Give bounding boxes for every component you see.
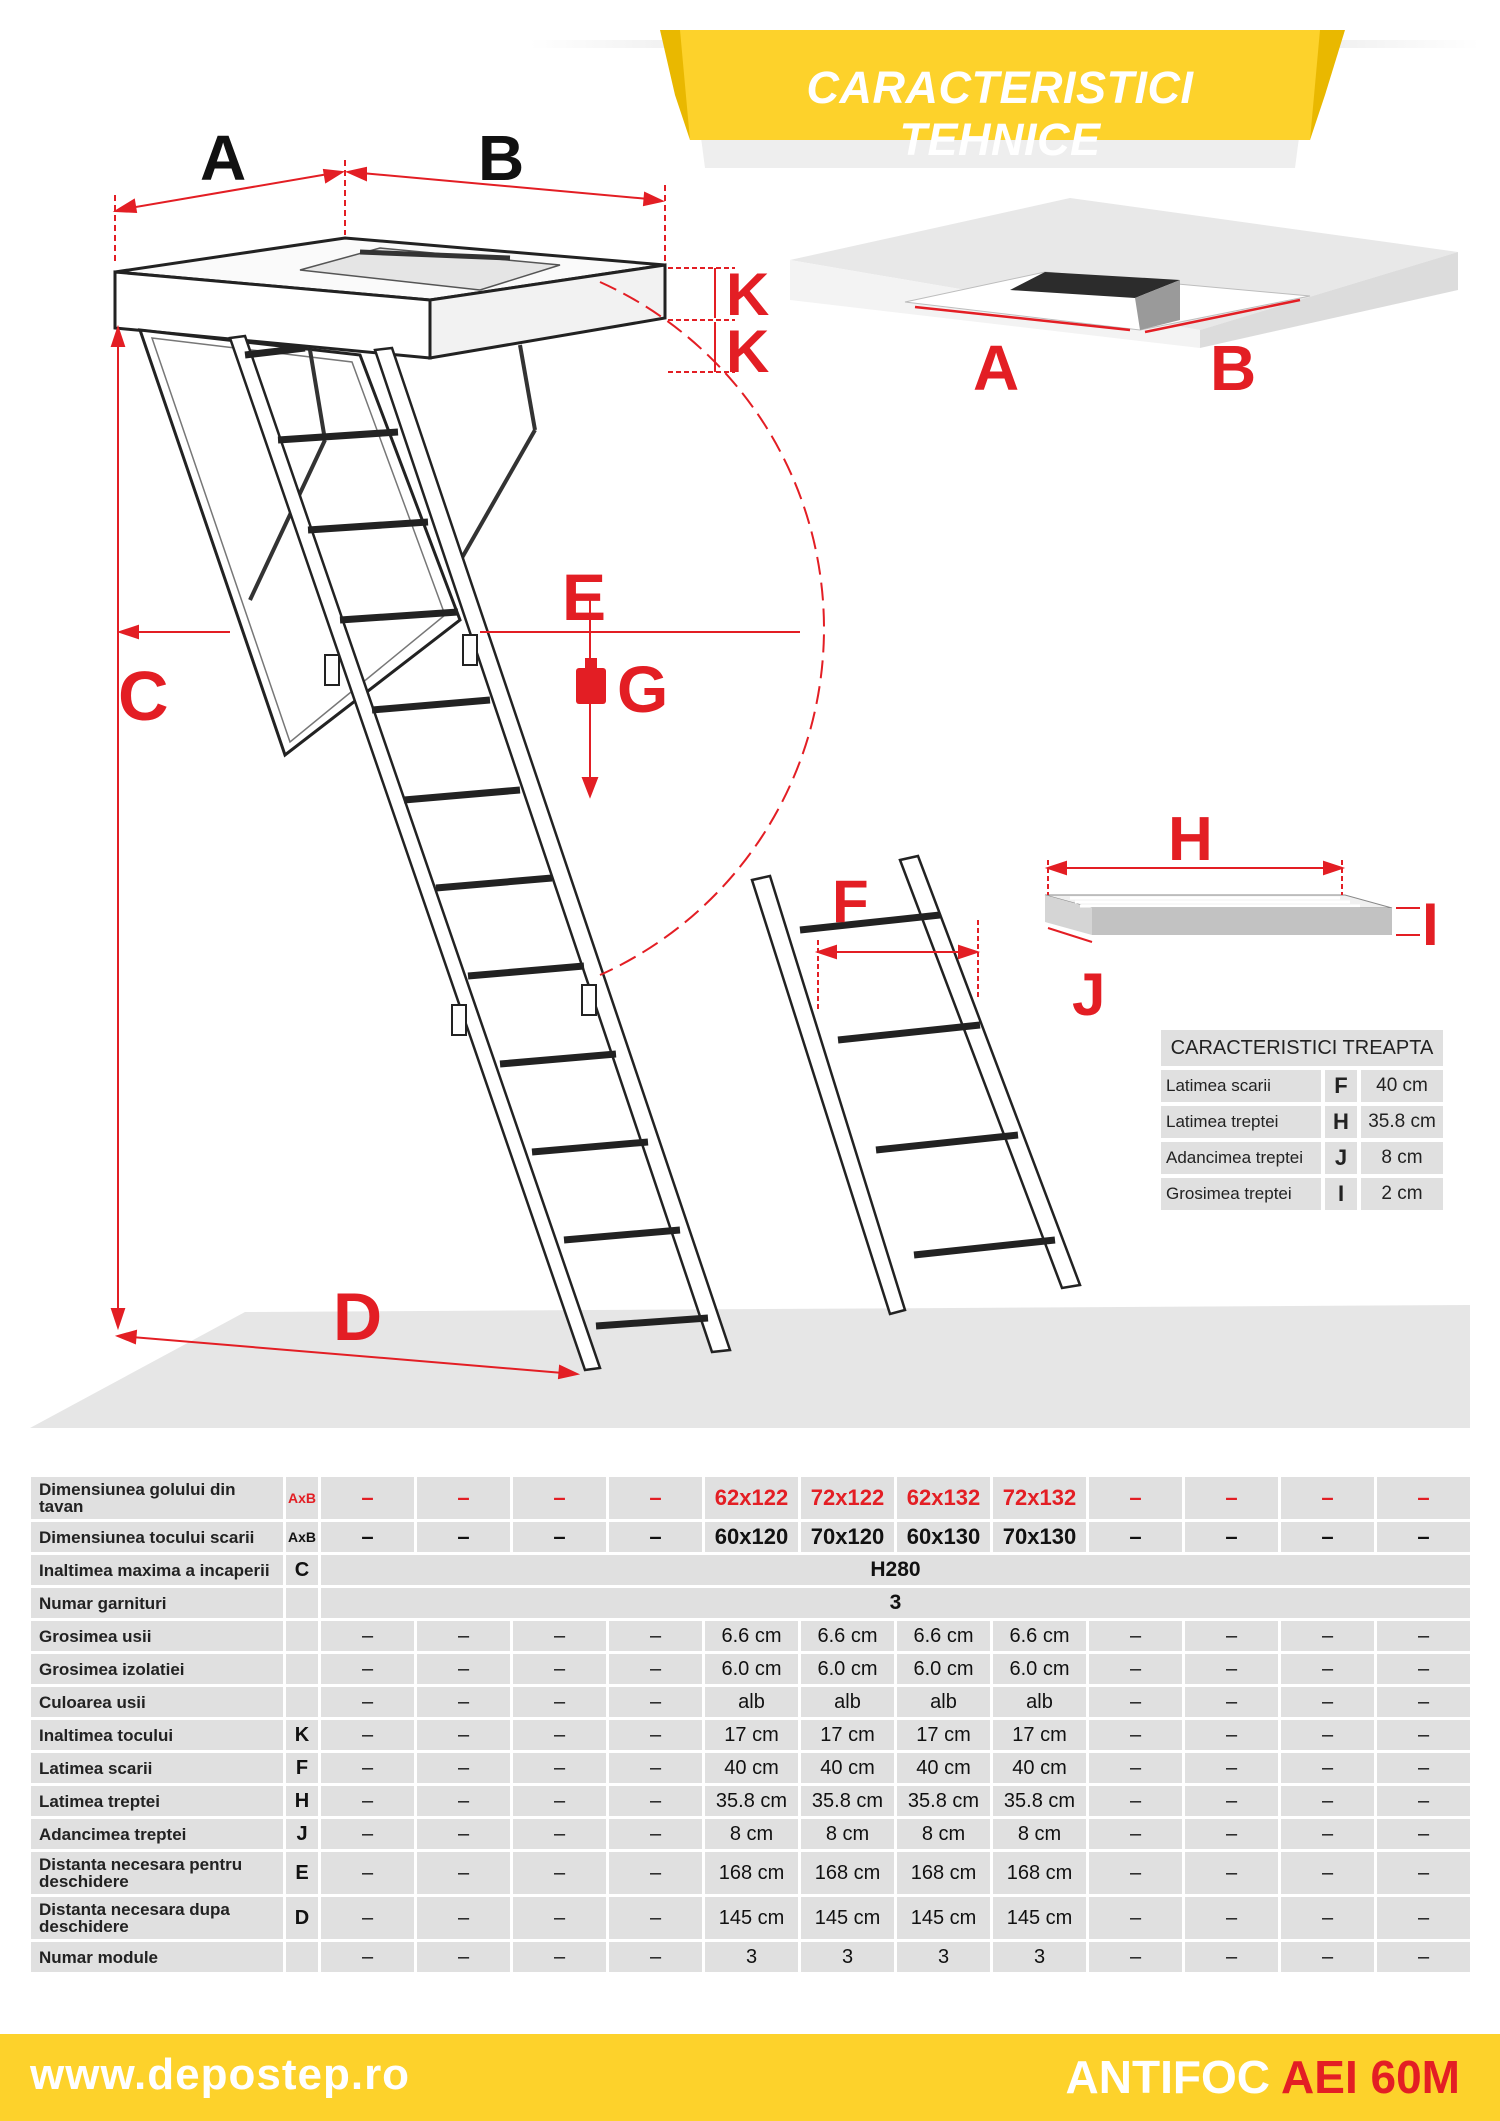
spec-value: – <box>1281 1720 1374 1750</box>
spec-value: 168 cm <box>897 1852 990 1894</box>
spec-value: – <box>1089 1852 1182 1894</box>
ladder-section <box>752 856 1080 1314</box>
spec-label: Numar module <box>31 1942 283 1972</box>
spec-value: – <box>1377 1621 1470 1651</box>
spec-label: Grosimea usii <box>31 1621 283 1651</box>
spec-value: – <box>513 1942 606 1972</box>
spec-value: alb <box>801 1687 894 1717</box>
spec-code: K <box>286 1720 318 1750</box>
spec-value: 17 cm <box>897 1720 990 1750</box>
spec-value: 72x122 <box>801 1477 894 1519</box>
spec-code: C <box>286 1555 318 1585</box>
spec-value: – <box>1377 1942 1470 1972</box>
spec-value: – <box>417 1720 510 1750</box>
spec-value: – <box>513 1477 606 1519</box>
spec-value: 6.0 cm <box>801 1654 894 1684</box>
spec-value: – <box>1377 1852 1470 1894</box>
spec-label: Grosimea izolatiei <box>31 1654 283 1684</box>
spec-value: – <box>609 1477 702 1519</box>
spec-value: – <box>1377 1687 1470 1717</box>
spec-value: 6.6 cm <box>801 1621 894 1651</box>
spec-value: – <box>513 1687 606 1717</box>
spec-value: – <box>513 1786 606 1816</box>
spec-code <box>286 1654 318 1684</box>
spec-value: 3 <box>705 1942 798 1972</box>
spec-value: – <box>1089 1942 1182 1972</box>
spec-value: – <box>321 1852 414 1894</box>
spec-value: 17 cm <box>705 1720 798 1750</box>
spec-label: Dimensiunea golului din tavan <box>31 1477 283 1519</box>
spec-value: – <box>1281 1942 1374 1972</box>
spec-value: – <box>1281 1786 1374 1816</box>
spec-label: Numar garnituri <box>31 1588 283 1618</box>
spec-label: Distanta necesara dupa deschidere <box>31 1897 283 1939</box>
spec-value: 17 cm <box>801 1720 894 1750</box>
spec-value: – <box>417 1621 510 1651</box>
label-B-opening: B <box>1210 332 1257 404</box>
spec-label: Adancimea treptei <box>31 1819 283 1849</box>
spec-value: – <box>1185 1942 1278 1972</box>
spec-value: – <box>1089 1477 1182 1519</box>
spec-code: H <box>286 1786 318 1816</box>
spec-value: 70x120 <box>801 1522 894 1552</box>
weight-icon <box>576 658 606 704</box>
footer-bar <box>0 2034 1500 2121</box>
step-characteristics-table <box>1157 1026 1447 1214</box>
step-value: 2 cm <box>1361 1178 1443 1210</box>
spec-value: – <box>417 1852 510 1894</box>
spec-value: – <box>1185 1654 1278 1684</box>
spec-value: – <box>1281 1753 1374 1783</box>
spec-value: 17 cm <box>993 1720 1086 1750</box>
spec-value: 6.0 cm <box>993 1654 1086 1684</box>
label-G: G <box>617 652 669 726</box>
spec-value: – <box>609 1621 702 1651</box>
spec-label: Latimea treptei <box>31 1786 283 1816</box>
spec-value: – <box>417 1522 510 1552</box>
spec-value: – <box>1185 1786 1278 1816</box>
spec-value: – <box>1185 1753 1278 1783</box>
spec-value: 6.6 cm <box>993 1621 1086 1651</box>
spec-value: 145 cm <box>993 1897 1086 1939</box>
spec-value: – <box>321 1753 414 1783</box>
spec-value: – <box>321 1942 414 1972</box>
website-link[interactable]: www.depostep.ro <box>30 2050 411 2099</box>
spec-value: – <box>609 1753 702 1783</box>
spec-value: – <box>609 1522 702 1552</box>
spec-row <box>31 1477 1470 1519</box>
spec-value: 145 cm <box>705 1897 798 1939</box>
spec-value: 3 <box>801 1942 894 1972</box>
spec-value: – <box>1377 1654 1470 1684</box>
spec-value: – <box>609 1786 702 1816</box>
spec-value: – <box>513 1753 606 1783</box>
spec-value: – <box>417 1819 510 1849</box>
spec-row <box>31 1753 1470 1783</box>
step-table-title: CARACTERISTICI TREAPTA <box>1161 1030 1443 1066</box>
step-label: Latimea scarii <box>1161 1070 1321 1102</box>
spec-value: 6.0 cm <box>897 1654 990 1684</box>
step-row <box>1161 1070 1443 1102</box>
spec-row <box>31 1621 1470 1651</box>
spec-label: Inaltimea tocului <box>31 1720 283 1750</box>
spec-value: – <box>417 1477 510 1519</box>
ceiling-opening <box>790 198 1458 348</box>
spec-row <box>31 1687 1470 1717</box>
spec-value: alb <box>897 1687 990 1717</box>
spec-span-value: 3 <box>321 1588 1470 1618</box>
step-code: H <box>1325 1106 1357 1138</box>
spec-value: – <box>1281 1687 1374 1717</box>
spec-value: – <box>513 1654 606 1684</box>
spec-code: J <box>286 1819 318 1849</box>
spec-label: Culoarea usii <box>31 1687 283 1717</box>
spec-value: – <box>1089 1786 1182 1816</box>
spec-value: – <box>1281 1819 1374 1849</box>
spec-value: – <box>1089 1819 1182 1849</box>
spec-label: Dimensiunea tocului scarii <box>31 1522 283 1552</box>
spec-row <box>31 1588 1470 1618</box>
spec-value: – <box>513 1621 606 1651</box>
spec-value: 3 <box>993 1942 1086 1972</box>
spec-code <box>286 1687 318 1717</box>
label-I: I <box>1422 891 1439 958</box>
spec-value: 8 cm <box>993 1819 1086 1849</box>
spec-value: – <box>1089 1654 1182 1684</box>
spec-value: – <box>1089 1753 1182 1783</box>
spec-value: – <box>1185 1687 1278 1717</box>
spec-value: – <box>1185 1720 1278 1750</box>
spec-code: AxB <box>286 1477 318 1519</box>
spec-code: D <box>286 1897 318 1939</box>
spec-value: 62x132 <box>897 1477 990 1519</box>
spec-value: 40 cm <box>705 1753 798 1783</box>
spec-label: Inaltimea maxima a incaperii <box>31 1555 283 1585</box>
spec-value: – <box>1281 1654 1374 1684</box>
spec-value: 35.8 cm <box>897 1786 990 1816</box>
spec-value: – <box>1089 1522 1182 1552</box>
spec-value: 62x122 <box>705 1477 798 1519</box>
spec-value: 40 cm <box>897 1753 990 1783</box>
step-row <box>1161 1142 1443 1174</box>
spec-value: – <box>1089 1720 1182 1750</box>
spec-value: – <box>321 1897 414 1939</box>
spec-value: 35.8 cm <box>993 1786 1086 1816</box>
spec-value: – <box>1377 1477 1470 1519</box>
spec-row <box>31 1654 1470 1684</box>
product-name: ANTIFOC <box>1065 2051 1270 2103</box>
spec-value: – <box>1377 1753 1470 1783</box>
step-detail <box>1045 860 1420 942</box>
spec-value: 70x130 <box>993 1522 1086 1552</box>
spec-value: – <box>1089 1687 1182 1717</box>
spec-value: – <box>417 1687 510 1717</box>
spec-value: 40 cm <box>801 1753 894 1783</box>
spec-row <box>31 1852 1470 1894</box>
spec-row <box>31 1555 1470 1585</box>
spec-value: – <box>417 1942 510 1972</box>
spec-row <box>31 1897 1470 1939</box>
spec-value: – <box>417 1897 510 1939</box>
label-K-top: K <box>726 261 770 328</box>
spec-value: – <box>1185 1621 1278 1651</box>
label-A-opening: A <box>973 332 1020 404</box>
spec-value: – <box>417 1786 510 1816</box>
spec-value: 168 cm <box>801 1852 894 1894</box>
step-value: 40 cm <box>1361 1070 1443 1102</box>
spec-value: – <box>609 1654 702 1684</box>
spec-value: – <box>321 1786 414 1816</box>
step-label: Latimea treptei <box>1161 1106 1321 1138</box>
spec-value: 35.8 cm <box>801 1786 894 1816</box>
spec-code <box>286 1942 318 1972</box>
spec-code: AxB <box>286 1522 318 1552</box>
label-E: E <box>562 560 607 634</box>
spec-value: – <box>321 1621 414 1651</box>
spec-value: 40 cm <box>993 1753 1086 1783</box>
step-value: 35.8 cm <box>1361 1106 1443 1138</box>
spec-value: – <box>513 1522 606 1552</box>
spec-value: – <box>1185 1819 1278 1849</box>
spec-value: – <box>609 1819 702 1849</box>
spec-value: – <box>1185 1852 1278 1894</box>
spec-value: – <box>321 1720 414 1750</box>
step-row <box>1161 1178 1443 1210</box>
spec-value: – <box>609 1942 702 1972</box>
spec-value: – <box>609 1720 702 1750</box>
spec-value: – <box>1281 1852 1374 1894</box>
spec-value: – <box>1281 1477 1374 1519</box>
spec-code: F <box>286 1753 318 1783</box>
spec-label: Latimea scarii <box>31 1753 283 1783</box>
spec-value: – <box>609 1852 702 1894</box>
spec-value: – <box>417 1753 510 1783</box>
spec-code <box>286 1588 318 1618</box>
label-H: H <box>1168 805 1213 874</box>
spec-value: – <box>321 1687 414 1717</box>
spec-value: – <box>1185 1477 1278 1519</box>
spec-value: – <box>513 1852 606 1894</box>
spec-row <box>31 1786 1470 1816</box>
label-F: F <box>832 868 869 935</box>
spec-row <box>31 1522 1470 1552</box>
spec-value: – <box>1281 1621 1374 1651</box>
spec-value: 60x130 <box>897 1522 990 1552</box>
spec-code <box>286 1621 318 1651</box>
step-value: 8 cm <box>1361 1142 1443 1174</box>
spec-value: – <box>1377 1522 1470 1552</box>
product-title <box>1066 2050 1460 2104</box>
spec-label: Distanta necesara pentru deschidere <box>31 1852 283 1894</box>
spec-row <box>31 1942 1470 1972</box>
spec-value: – <box>321 1522 414 1552</box>
label-B: B <box>478 122 525 194</box>
spec-value: 145 cm <box>801 1897 894 1939</box>
spec-value: – <box>321 1654 414 1684</box>
spec-value: 3 <box>897 1942 990 1972</box>
step-code: F <box>1325 1070 1357 1102</box>
spec-value: – <box>513 1720 606 1750</box>
spec-value: – <box>417 1654 510 1684</box>
spec-row <box>31 1819 1470 1849</box>
step-code: J <box>1325 1142 1357 1174</box>
spec-value: 168 cm <box>993 1852 1086 1894</box>
spec-value: 6.6 cm <box>897 1621 990 1651</box>
label-A: A <box>200 122 247 194</box>
spec-value: 145 cm <box>897 1897 990 1939</box>
label-K-bottom: K <box>726 318 770 385</box>
spec-value: – <box>1185 1522 1278 1552</box>
spec-value: – <box>1089 1897 1182 1939</box>
label-D: D <box>333 1279 383 1355</box>
spec-value: 8 cm <box>801 1819 894 1849</box>
spec-value: – <box>321 1477 414 1519</box>
step-code: I <box>1325 1178 1357 1210</box>
spec-span-value: H280 <box>321 1555 1470 1585</box>
step-label: Grosimea treptei <box>1161 1178 1321 1210</box>
spec-value: alb <box>705 1687 798 1717</box>
spec-value: – <box>1281 1897 1374 1939</box>
spec-value: 60x120 <box>705 1522 798 1552</box>
spec-value: – <box>1377 1786 1470 1816</box>
spec-value: – <box>513 1897 606 1939</box>
step-row <box>1161 1106 1443 1138</box>
spec-row <box>31 1720 1470 1750</box>
spec-value: 6.0 cm <box>705 1654 798 1684</box>
spec-value: 8 cm <box>897 1819 990 1849</box>
spec-value: – <box>1185 1897 1278 1939</box>
spec-value: 72x132 <box>993 1477 1086 1519</box>
spec-value: 6.6 cm <box>705 1621 798 1651</box>
label-J: J <box>1072 961 1106 1028</box>
product-code: AEI 60M <box>1281 2051 1460 2103</box>
page-title: CARACTERISTICI TEHNICE <box>806 62 1194 165</box>
spec-value: – <box>1377 1897 1470 1939</box>
label-C: C <box>118 657 169 735</box>
spec-value: 8 cm <box>705 1819 798 1849</box>
spec-value: 168 cm <box>705 1852 798 1894</box>
spec-value: – <box>609 1687 702 1717</box>
spec-value: – <box>1281 1522 1374 1552</box>
spec-value: 35.8 cm <box>705 1786 798 1816</box>
spec-value: alb <box>993 1687 1086 1717</box>
specification-table <box>28 1474 1473 1975</box>
opening-arc <box>600 282 824 975</box>
spec-value: – <box>1377 1819 1470 1849</box>
spec-value: – <box>609 1897 702 1939</box>
spec-value: – <box>1377 1720 1470 1750</box>
spec-value: – <box>513 1819 606 1849</box>
step-label: Adancimea treptei <box>1161 1142 1321 1174</box>
spec-value: – <box>321 1819 414 1849</box>
floor-plane <box>30 1305 1470 1428</box>
spec-code: E <box>286 1852 318 1894</box>
spec-value: – <box>1089 1621 1182 1651</box>
